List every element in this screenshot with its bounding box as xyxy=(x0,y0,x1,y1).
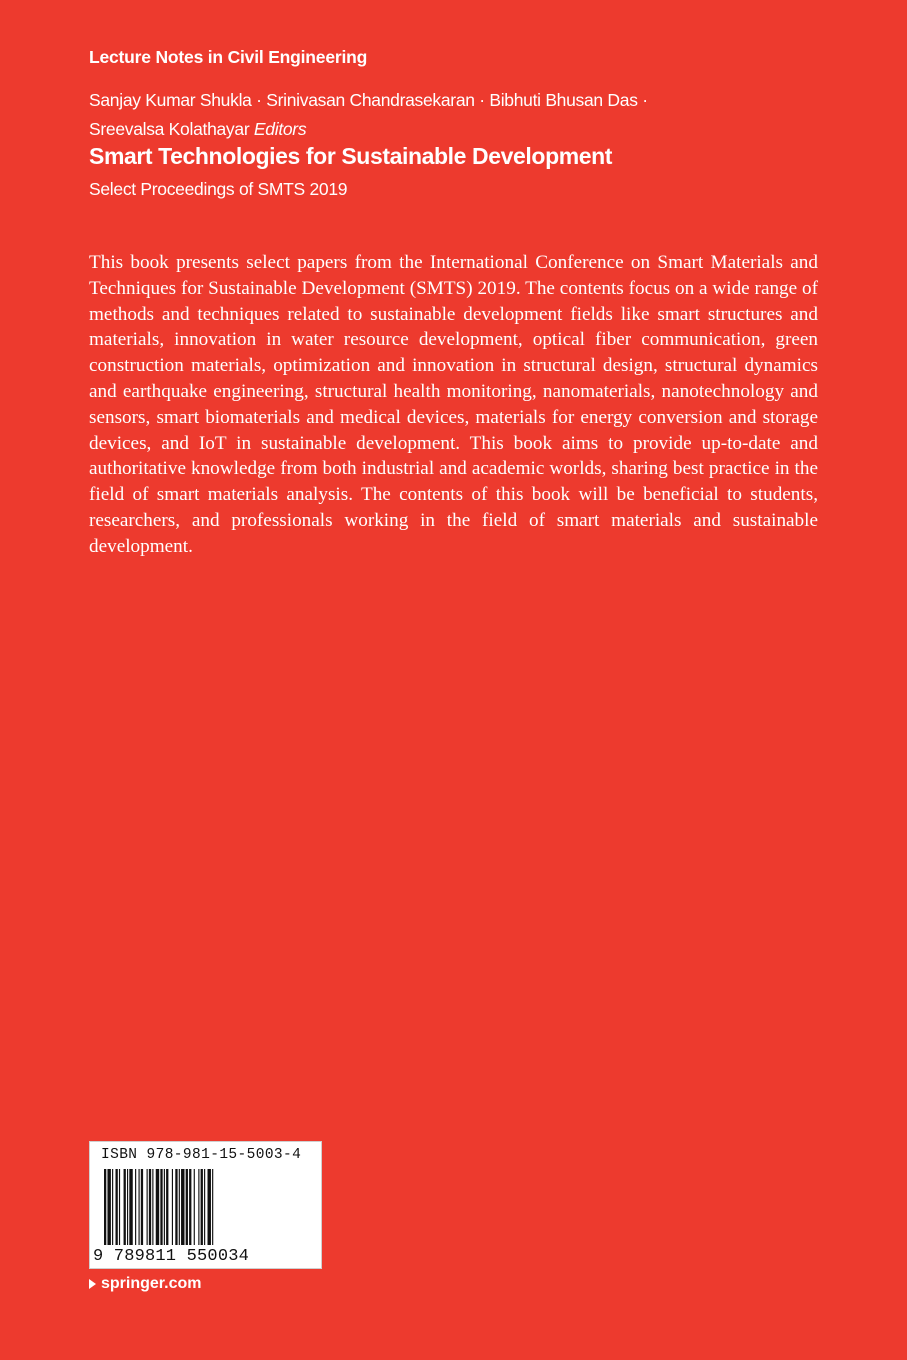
editor-names-line-1: Sanjay Kumar Shukla · Srinivasan Chandrasekaran · Bibhuti Bhusan Das · xyxy=(89,90,648,110)
barcode-bar xyxy=(107,1169,110,1245)
barcode-bar xyxy=(124,1169,126,1245)
barcode-bar xyxy=(179,1169,180,1245)
book-subtitle: Select Proceedings of SMTS 2019 xyxy=(89,179,348,199)
barcode-bar xyxy=(194,1169,195,1245)
barcode-bar xyxy=(204,1169,205,1245)
barcode-bar xyxy=(149,1169,151,1245)
barcode-bar xyxy=(189,1169,191,1245)
barcode-bar xyxy=(212,1169,213,1245)
barcode-bar xyxy=(166,1169,168,1245)
book-title: Smart Technologies for Sustainable Development xyxy=(89,143,613,169)
barcode-bar xyxy=(181,1169,184,1245)
barcode-bar xyxy=(172,1169,173,1245)
barcode-bar xyxy=(116,1169,118,1245)
editor-name-last: Sreevalsa Kolathayar xyxy=(89,119,250,139)
barcode-bar xyxy=(164,1169,165,1245)
barcode-bar xyxy=(186,1169,188,1245)
isbn-barcode xyxy=(89,1141,322,1269)
barcode-bar xyxy=(147,1169,148,1245)
barcode-bar xyxy=(156,1169,159,1245)
barcode-bar xyxy=(127,1169,128,1245)
barcode-bar xyxy=(198,1169,199,1245)
barcode-bar xyxy=(208,1169,211,1245)
barcode-bar xyxy=(104,1169,106,1245)
barcode-bar xyxy=(135,1169,136,1245)
editors-block xyxy=(89,86,809,144)
book-description: This book presents select papers from the International Conference on Smart Materials and Techniques for Sustainable Development (SMTS) 2019. The contents focus on a wide range of methods and techniques related to sustainable development fields like smart structures and materials, innovation in water resource development, optical fiber communication, green construction materials, optimization and innovation in structural design, structural dynamics and earthquake engineering, structural health monitoring, nanomaterials, nanotechnology and sensors, smart biomaterials and medical devices, materials for energy conversion and storage devices, and IoT in sustainable development. This book aims to provide up-to-date and authoritative knowledge from both industrial and academic worlds, sharing best practice in the field of smart materials analysis. The contents of this book will be beneficial to students, researchers, and professionals working in the field of smart materials and sustainable development. xyxy=(89,252,818,557)
arrow-right-icon xyxy=(89,1279,96,1289)
barcode-bar xyxy=(112,1169,113,1245)
barcode-bar xyxy=(119,1169,120,1245)
barcode-bar xyxy=(201,1169,203,1245)
publisher-url: springer.com xyxy=(101,1275,202,1292)
series-name: Lecture Notes in Civil Engineering xyxy=(89,47,368,67)
barcode-digits: 9 789811 550034 xyxy=(93,1247,250,1266)
editor-names-line-2 xyxy=(89,115,809,144)
barcode-bar xyxy=(152,1169,153,1245)
isbn-label: ISBN 978-981-15-5003-4 xyxy=(101,1147,302,1163)
barcode-bar xyxy=(139,1169,140,1245)
barcode-bar xyxy=(129,1169,132,1245)
publisher-link[interactable] xyxy=(89,1275,201,1293)
barcode-bar xyxy=(160,1169,162,1245)
barcode-bar xyxy=(141,1169,143,1245)
editors-role: Editors xyxy=(253,119,307,139)
barcode-bar xyxy=(175,1169,177,1245)
